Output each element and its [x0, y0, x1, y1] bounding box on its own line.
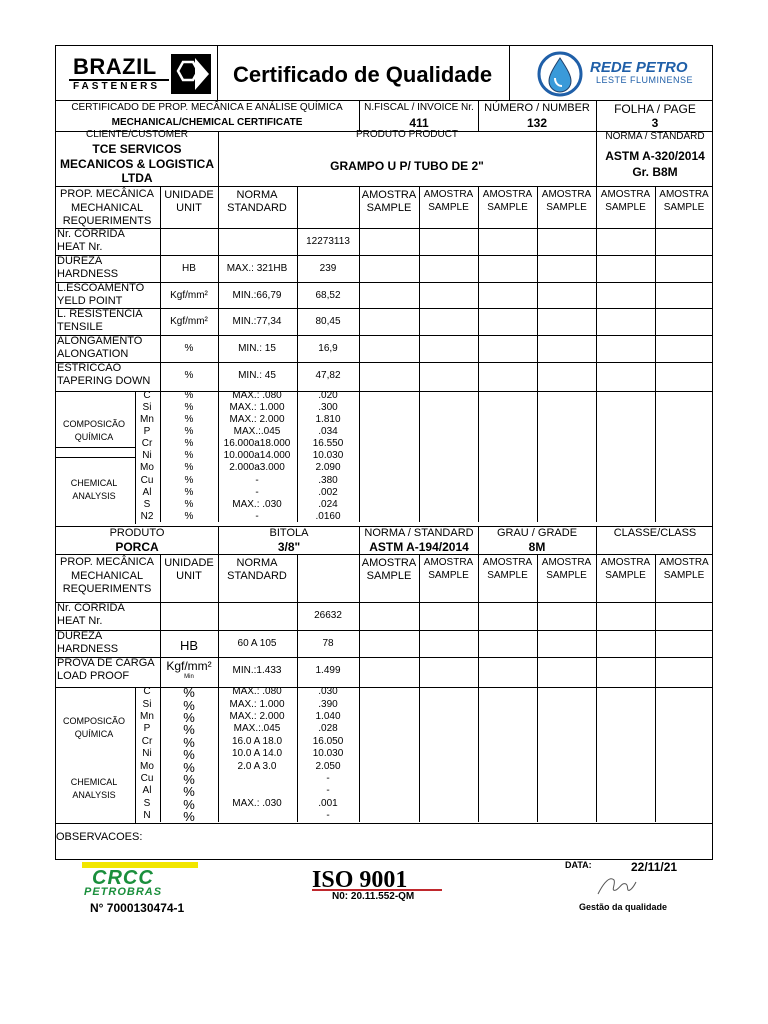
element-unit: %: [183, 809, 195, 825]
element-symbol: Cu: [140, 772, 154, 784]
chemical-label: CHEMICAL: [70, 776, 118, 787]
element-symbol: P: [143, 723, 151, 735]
sample-header: SAMPLE: [428, 202, 469, 213]
unit-header-1: UNIDADE: [164, 189, 214, 201]
brand-bottom: FASTENERS: [73, 81, 161, 92]
element-standard: 16.000a18.000: [223, 438, 291, 450]
element-value: .001: [318, 797, 338, 809]
element-unit: %: [184, 510, 194, 522]
prop-header-1: PROP. MECÂNICA: [60, 556, 154, 568]
prop-header-1: PROP. MECÂNICA: [60, 188, 154, 200]
row-standard: MIN.:1.433: [232, 665, 282, 677]
norma-value: ASTM A-320/2014: [605, 149, 705, 163]
element-value: .380: [318, 474, 338, 486]
element-unit: %: [184, 474, 194, 486]
row-sample-value: 80,45: [315, 316, 341, 328]
row-unit: HB: [179, 637, 199, 653]
iso-number: N0: 20.11.552-QM: [332, 891, 415, 902]
element-unit: %: [183, 747, 195, 763]
partner-bottom: LESTE FLUMINENSE: [596, 75, 694, 85]
row-label-pt: DUREZA: [57, 254, 103, 267]
norma-header-1: NORMA: [236, 557, 278, 569]
element-symbol: Mn: [140, 710, 154, 722]
element-value: -: [326, 772, 330, 784]
element-symbol: Cu: [140, 474, 154, 486]
row-unit: %: [184, 370, 194, 381]
element-symbol: S: [143, 797, 151, 809]
amostra-header: AMOSTRA: [541, 557, 592, 568]
row-standard: MIN.:77,34: [232, 316, 282, 328]
sample-header: SAMPLE: [663, 570, 705, 581]
prop-header-3: REQUERIMENTS: [62, 583, 152, 595]
page-value: 3: [651, 116, 659, 130]
crcc-petrobras-logo: [78, 862, 198, 898]
hex-arrow-icon: [171, 54, 211, 94]
number-label: NÚMERO / NUMBER: [484, 102, 590, 114]
sample-header: SAMPLE: [366, 202, 412, 214]
row-unit: %: [184, 343, 194, 355]
brand-top: BRAZIL: [73, 54, 157, 79]
unit-header-2: UNIT: [176, 202, 202, 214]
element-symbol: P: [143, 426, 151, 438]
element-value: 10.030: [312, 748, 344, 760]
row-label-pt: L.ESCOAMENTO: [57, 281, 145, 294]
row-label-en: YELD POINT: [57, 294, 123, 307]
element-standard: 10.000a14.000: [223, 450, 291, 462]
element-value: 1.040: [315, 710, 341, 722]
amostra-header: AMOSTRA: [361, 557, 417, 569]
client-label: CLIENTE/CUSTOMER: [85, 129, 189, 140]
row-label-en: ALONGATION: [57, 348, 129, 361]
element-value: .020: [318, 389, 338, 401]
petrobras-text: PETROBRAS: [84, 886, 163, 898]
amostra-header: AMOSTRA: [659, 189, 709, 200]
norma2-value: ASTM A-194/2014: [369, 540, 469, 554]
element-standard: -: [255, 486, 259, 498]
element-standard: MAX.: 1.000: [229, 401, 285, 413]
row-sample-value: 1.499: [315, 665, 341, 677]
prop-header-2: MECHANICAL: [70, 202, 144, 214]
element-symbol: Mo: [140, 462, 154, 474]
element-standard: MAX.:.045: [233, 426, 281, 438]
element-standard: MAX.: .030: [232, 498, 282, 510]
sample-header: SAMPLE: [546, 202, 587, 213]
element-standard: MAX.: .080: [232, 389, 282, 401]
composicao-label: COMPOSICÃO: [62, 418, 126, 429]
row-unit: Kgf/mm²: [170, 316, 208, 328]
norma-header-2: STANDARD: [227, 570, 287, 582]
sample-header: SAMPLE: [487, 570, 528, 581]
element-standard: 2.000a3.000: [229, 462, 285, 474]
element-unit: %: [184, 414, 194, 425]
row-label-en: TENSILE: [57, 321, 103, 334]
row-standard: 60 A 105: [237, 637, 277, 649]
row-standard: MAX.: 321HB: [226, 262, 288, 274]
element-unit: %: [183, 771, 195, 787]
row-label-pt: Nr. CORRIDA: [57, 602, 125, 614]
sample-header: SAMPLE: [366, 570, 412, 582]
element-symbol: C: [143, 389, 151, 401]
data-value: 22/11/21: [631, 860, 678, 874]
norma-label: NORMA / STANDARD: [605, 131, 705, 142]
row-label-pt: Nr. CORRIDA: [57, 228, 125, 240]
norma2-label: NORMA / STANDARD: [364, 527, 474, 539]
row-label-en: HARDNESS: [57, 267, 119, 280]
element-standard: 16.0 A 18.0: [231, 735, 283, 747]
row-label-en: TAPERING DOWN: [57, 375, 151, 387]
element-unit: %: [183, 759, 195, 775]
sample-header: SAMPLE: [546, 570, 587, 581]
amostra-header: AMOSTRA: [600, 557, 651, 568]
element-unit: %: [183, 697, 195, 713]
crcc-text: CRCC: [92, 867, 154, 889]
composicao-label: COMPOSICÃO: [62, 715, 126, 726]
sample-header: SAMPLE: [428, 570, 469, 581]
grau-value: 8M: [528, 540, 546, 554]
element-symbol: Al: [142, 785, 152, 797]
quimica-label: QUÍMICA: [74, 431, 114, 442]
row-sample-value: 12273113: [306, 236, 350, 247]
row-label-pt: L. RESISTENCIA: [57, 308, 143, 321]
element-value: .030: [318, 686, 338, 698]
number-value: 132: [526, 116, 548, 130]
element-unit: %: [184, 401, 194, 413]
element-value: 2.090: [315, 462, 341, 474]
invoice-label: N.FISCAL / INVOICE Nr.: [364, 102, 474, 113]
row-sample-value: 239: [319, 262, 337, 274]
element-symbol: Ni: [142, 748, 152, 760]
element-unit: %: [184, 389, 194, 401]
element-standard: MAX.: 2.000: [229, 710, 285, 722]
registration-number: N° 7000130474-1: [90, 901, 185, 915]
element-unit: %: [183, 722, 195, 738]
row-label-en: HEAT Nr.: [57, 241, 103, 253]
bitola-value: 3/8": [277, 540, 301, 554]
row-label-pt: DUREZA: [57, 629, 103, 642]
document-title: Certificado de Qualidade: [233, 62, 493, 87]
prop-header-2: MECHANICAL: [70, 570, 144, 582]
element-unit: %: [183, 709, 195, 725]
sample-header: SAMPLE: [605, 202, 646, 213]
row-label-pt: PROVA DE CARGA: [57, 657, 155, 670]
gestao-label: Gestão da qualidade: [579, 902, 668, 912]
element-unit: %: [183, 685, 195, 701]
client-line2: MECANICOS & LOGISTICA: [59, 157, 215, 171]
analysis-label: ANALYSIS: [72, 491, 116, 502]
row-label-pt: ESTRICCAO: [57, 362, 122, 374]
page-label: FOLHA / PAGE: [614, 102, 696, 116]
element-standard: -: [255, 474, 259, 486]
element-unit: %: [184, 450, 194, 462]
amostra-header: AMOSTRA: [423, 557, 474, 568]
signature-icon: [596, 872, 638, 898]
element-value: .0160: [315, 510, 341, 522]
element-value: .028: [318, 723, 338, 735]
row-unit-sub: Min: [184, 674, 194, 681]
row-label-en: HARDNESS: [57, 642, 119, 655]
client-line1: TCE SERVICOS: [92, 142, 182, 156]
bitola-label: BITOLA: [269, 527, 309, 539]
norma-header-1: NORMA: [236, 189, 278, 201]
element-value: -: [326, 810, 330, 822]
element-value: 16.050: [312, 735, 344, 747]
amostra-header: AMOSTRA: [482, 189, 533, 200]
invoice-value: 411: [409, 116, 429, 130]
amostra-header: AMOSTRA: [600, 189, 651, 200]
element-standard: MAX.: .030: [232, 797, 282, 809]
row-sample-value: 78: [322, 637, 334, 649]
element-symbol: Cr: [141, 438, 153, 450]
element-symbol: Al: [142, 486, 152, 498]
element-symbol: C: [143, 686, 151, 698]
cert-pt: CERTIFICADO DE PROP. MECÂNICA E ANÁLISE QUÍMICA: [71, 102, 343, 113]
element-unit: %: [183, 796, 195, 812]
element-standard: MAX.: 2.000: [229, 414, 285, 425]
element-value: .390: [318, 698, 338, 710]
row-sample-value: 26632: [314, 610, 342, 621]
data-label: DATA:: [565, 860, 592, 870]
row-label-pt: ALONGAMENTO: [57, 335, 143, 348]
element-value: 16.550: [312, 438, 344, 450]
cert-en: MECHANICAL/CHEMICAL CERTIFICATE: [111, 117, 303, 128]
element-symbol: Mn: [140, 414, 154, 425]
sample-header: SAMPLE: [605, 570, 646, 581]
element-unit: %: [184, 462, 194, 474]
analysis-label: ANALYSIS: [72, 789, 116, 800]
row-sample-value: 16,9: [318, 343, 338, 355]
row-unit: Kgf/mm²: [166, 659, 212, 674]
element-unit: %: [184, 486, 194, 498]
amostra-header: AMOSTRA: [361, 189, 417, 201]
produto-value: PORCA: [115, 540, 159, 554]
element-standard: MAX.: .080: [232, 686, 282, 698]
unit-header-1: UNIDADE: [164, 557, 214, 569]
quimica-label: QUÍMICA: [74, 728, 114, 739]
row-standard: MIN.: 15: [238, 343, 276, 355]
element-value: 10.030: [312, 450, 344, 462]
chemical-label: CHEMICAL: [70, 478, 118, 489]
sample-header: SAMPLE: [663, 202, 705, 213]
element-standard: -: [255, 510, 259, 522]
element-symbol: Si: [142, 401, 152, 413]
product-value: GRAMPO U P/ TUBO DE 2": [330, 159, 484, 173]
product-label: PRODUTO PRODUCT: [355, 129, 459, 140]
amostra-header: AMOSTRA: [482, 557, 533, 568]
row-sample-value: 47,82: [315, 370, 341, 381]
iso-title: ISO 9001: [312, 867, 408, 893]
element-symbol: Ni: [142, 450, 152, 462]
row-standard: MIN.: 45: [238, 370, 276, 381]
classe-label: CLASSE/CLASS: [613, 527, 697, 539]
produto-label: PRODUTO: [109, 527, 165, 539]
element-value: .300: [318, 401, 338, 413]
element-unit: %: [184, 438, 194, 450]
element-value: .034: [318, 426, 338, 438]
element-value: 1.810: [315, 414, 341, 425]
element-standard: 10.0 A 14.0: [231, 748, 283, 760]
element-value: .002: [318, 486, 338, 498]
water-drop-icon: [537, 50, 583, 98]
element-symbol: N: [143, 810, 151, 822]
element-standard: MAX.: 1.000: [229, 698, 285, 710]
element-standard: MAX.:.045: [233, 723, 281, 735]
element-value: 2.050: [315, 760, 341, 772]
amostra-header: AMOSTRA: [423, 189, 474, 200]
norma-header-2: STANDARD: [227, 202, 287, 214]
element-unit: %: [183, 784, 195, 800]
client-line3: LTDA: [121, 171, 153, 185]
element-unit: %: [184, 426, 194, 438]
row-label-en: LOAD PROOF: [57, 670, 130, 683]
element-standard: 2.0 A 3.0: [237, 760, 277, 772]
observacoes-label: OBSERVACOES:: [56, 831, 143, 843]
element-value: .024: [318, 498, 338, 510]
row-unit: HB: [182, 262, 196, 274]
element-value: -: [326, 785, 330, 797]
element-symbol: N2: [140, 510, 154, 522]
element-symbol: Cr: [141, 735, 153, 747]
prop-header-3: REQUERIMENTS: [62, 215, 152, 227]
unit-header-2: UNIT: [176, 570, 202, 582]
amostra-header: AMOSTRA: [541, 189, 592, 200]
grau-label: GRAU / GRADE: [496, 527, 578, 539]
element-unit: %: [183, 734, 195, 750]
element-symbol: S: [143, 498, 151, 510]
grade-value: Gr. B8M: [632, 165, 678, 179]
element-unit: %: [184, 498, 194, 510]
element-symbol: Mo: [140, 760, 154, 772]
row-label-en: HEAT Nr.: [57, 615, 103, 627]
brazil-fasteners-logo: [65, 52, 213, 96]
partner-top: REDE PETRO: [590, 59, 688, 76]
row-unit: Kgf/mm²: [170, 289, 208, 301]
row-standard: MIN.:66,79: [232, 289, 282, 301]
amostra-header: AMOSTRA: [659, 557, 709, 568]
element-symbol: Si: [142, 698, 152, 710]
row-sample-value: 68,52: [315, 289, 341, 301]
sample-header: SAMPLE: [487, 202, 528, 213]
